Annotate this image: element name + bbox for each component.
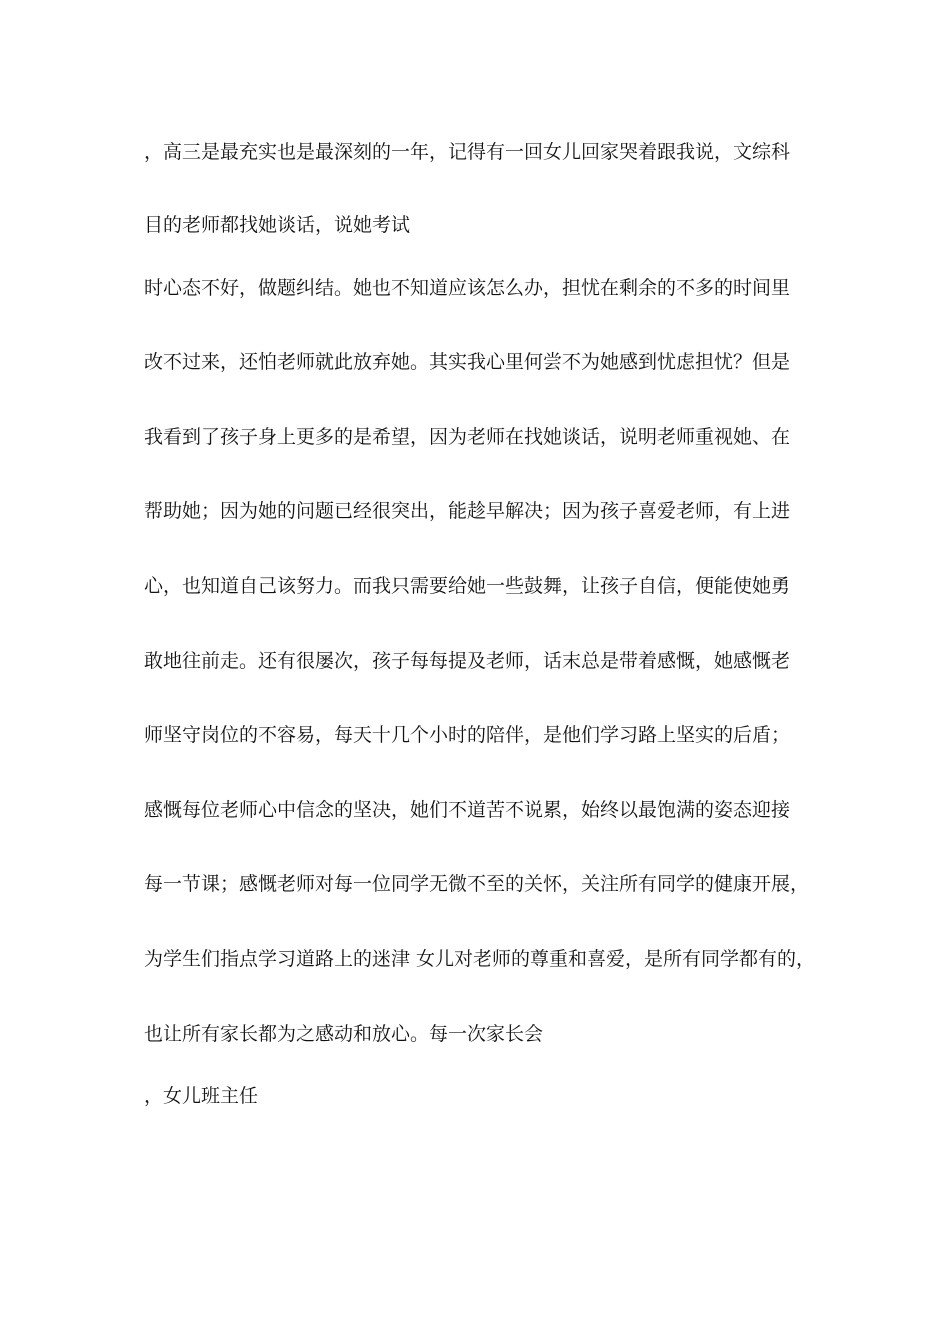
- text-line: 每一节课；感慨老师对每一位同学无微不至的关怀，关注所有同学的健康开展，: [144, 873, 810, 895]
- text-line: 改不过来，还怕老师就此放弃她。其实我心里何尝不为她感到忧虑担忧？但是: [144, 351, 791, 373]
- text-line: 时心态不好，做题纠结。她也不知道应该怎么办，担忧在剩余的不多的时间里: [144, 277, 791, 299]
- text-line: 感慨每位老师心中信念的坚决，她们不道苦不说累，始终以最饱满的姿态迎接: [144, 799, 791, 821]
- text-line: 心，也知道自己该努力。而我只需要给她一些鼓舞，让孩子自信，便能使她勇: [144, 575, 791, 597]
- text-line: 帮助她；因为她的问题已经很突出，能趁早解决；因为孩子喜爱老师，有上进: [144, 500, 791, 522]
- text-line: ，女儿班主任: [144, 1085, 259, 1107]
- text-line: 也让所有家长都为之感动和放心。每一次家长会: [144, 1023, 544, 1045]
- text-line: ，高三是最充实也是最深刻的一年，记得有一回女儿回家哭着跟我说，文综科: [144, 141, 791, 163]
- text-line: 为学生们指点学习道路上的迷津 女儿对老师的尊重和喜爱，是所有同学都有的，: [144, 948, 816, 970]
- text-line: 师坚守岗位的不容易，每天十几个小时的陪伴，是他们学习路上坚实的后盾；: [144, 724, 791, 746]
- text-line: 敢地往前走。还有很屡次，孩子每每提及老师，话末总是带着感慨，她感慨老: [144, 650, 791, 672]
- text-line: 目的老师都找她谈话，说她考试: [144, 214, 411, 236]
- text-line: 我看到了孩子身上更多的是希望，因为老师在找她谈话，说明老师重视她、在: [144, 426, 791, 448]
